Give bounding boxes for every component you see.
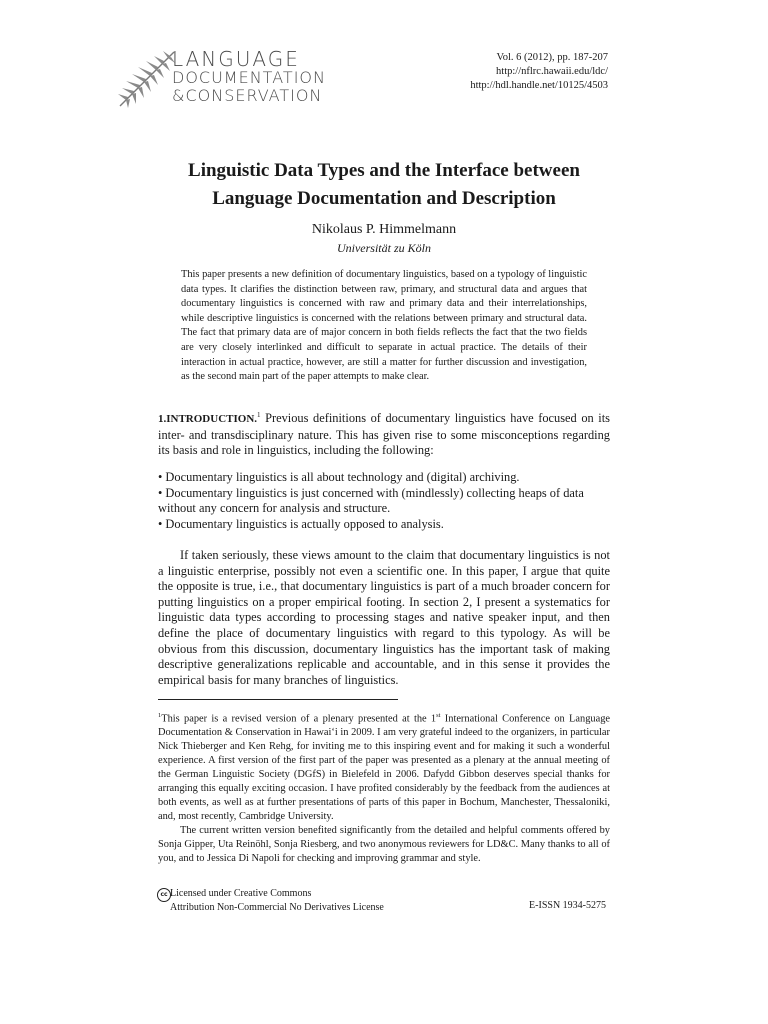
intro-paragraph <box>158 408 610 459</box>
footnote-text-cont: International Conference on Language Documentation & Conservation in Hawai‘i in 2009. I am very grateful indeed to the organizers, in particular Nick Thieberger and Ken Rehg, for inviting me to this inspiring event and for making it such a wonderful experience. A first version of the first part of the paper was presented as a plenary at the annual meeting of the German Linguistic Society (DGfS) in Bielefeld in 2006. Dafydd Gibbon deserves special thanks for arranging this equally exciting occasion. I have profited considerably by the feedback from the audiences at both events, as well as at further presentations of parts of this paper in Bochum, Manchester, Thessaloniki, and, most recently, Cambridge University. <box>158 713 610 823</box>
logo-text-documentation: DOCUMENTATION <box>172 68 326 87</box>
body-paragraph: If taken seriously, these views amount to the claim that documentary linguistics is not a linguistic enterprise, possibly not even a scientific one. In this paper, I argue that quite the opposite is true, i.e., that documentary linguistics is part of a much broader concern for putting linguistics on a proper empirical footing. In section 2, I present a systematics for linguistic data types according to processing stages and native speaker input, and then define the place of documentary linguistics with regard to this typology. As will be obvious from this discussion, documentary linguistics has the important task of making descriptive generalizations replicable and accountable, and in this sense it provides the empirical basis for many branches of linguistics. <box>158 548 610 687</box>
fern-icon <box>116 46 178 110</box>
handle-url[interactable]: http://hdl.handle.net/10125/4503 <box>470 80 608 91</box>
journal-url[interactable]: http://nflrc.hawaii.edu/ldc/ <box>496 66 608 77</box>
journal-logo <box>116 46 336 110</box>
ordinal-suffix: st <box>436 712 441 719</box>
volume-info: Vol. 6 (2012), pp. 187-207 <box>496 52 608 63</box>
license-info <box>170 887 384 914</box>
author-affiliation: Universität zu Köln <box>336 241 431 255</box>
misconception-list <box>158 470 610 532</box>
logo-text-language: LANGUAGE <box>172 47 300 71</box>
license-line-2: Attribution Non-Commercial No Derivatives License <box>170 901 384 913</box>
footnote-divider <box>158 699 398 700</box>
footnote-mark: 1 <box>158 712 162 719</box>
journal-meta <box>470 51 608 93</box>
footnote-text: This paper is a revised version of a plenary presented at the 1 <box>161 713 437 725</box>
title-line-1: Linguistic Data Types and the Interface between <box>188 160 580 181</box>
section-heading: 1.INTRODUCTION. <box>158 413 258 426</box>
creative-commons-icon: cc <box>157 888 171 902</box>
list-item: • Documentary linguistics is all about technology and (digital) archiving. <box>158 470 520 484</box>
abstract: This paper presents a new definition of documentary linguistics, based on a typology of linguistic data types. It clarifies the distinction between raw, primary, and structural data and argues that documentary linguistics is concerned with raw and primary data and their interrelationships, while descriptive linguistics is concerned with the relations between primary and structural data. The fact that primary data are of major concern in both fields reflects the fact that the two fields are very closely interlinked and difficult to separate in actual practice. The details of their interaction in actual practice, however, are still a matter for further discussion and investigation, as the second main part of the paper attempts to make clear. <box>181 269 587 383</box>
footnote-paragraph <box>158 709 610 824</box>
intro-text: Previous definitions of documentary linguistics have focused on its inter- and transdisciplinary nature. This has given rise to some misconceptions regarding its basis and role in linguistics, including the following: <box>158 411 610 458</box>
footnote <box>158 709 610 866</box>
license-line-1: Licensed under Creative Commons <box>170 888 312 899</box>
list-item: • Documentary linguistics is just concerned with (mindlessly) collecting heaps of data without any concern for analysis and structure. <box>158 485 584 516</box>
paper-title <box>0 157 768 213</box>
footnote-ref[interactable]: 1 <box>257 411 261 419</box>
eissn: E-ISSN 1934-5275 <box>529 900 606 911</box>
footnote-paragraph-2: The current written version benefited significantly from the detailed and helpful comments offered by Sonja Gipper, Uta Reinöhl, Sonja Riesberg, and two anonymous reviewers for LD&C. Many thanks to all of you, and to Jessica Di Napoli for checking and improving grammar and style. <box>158 825 610 865</box>
list-item: • Documentary linguistics is actually opposed to analysis. <box>158 516 444 531</box>
author-name: Nikolaus P. Himmelmann <box>311 222 457 237</box>
logo-text-conservation: &CONSERVATION <box>172 86 323 105</box>
title-line-2: Language Documentation and Description <box>212 188 556 209</box>
